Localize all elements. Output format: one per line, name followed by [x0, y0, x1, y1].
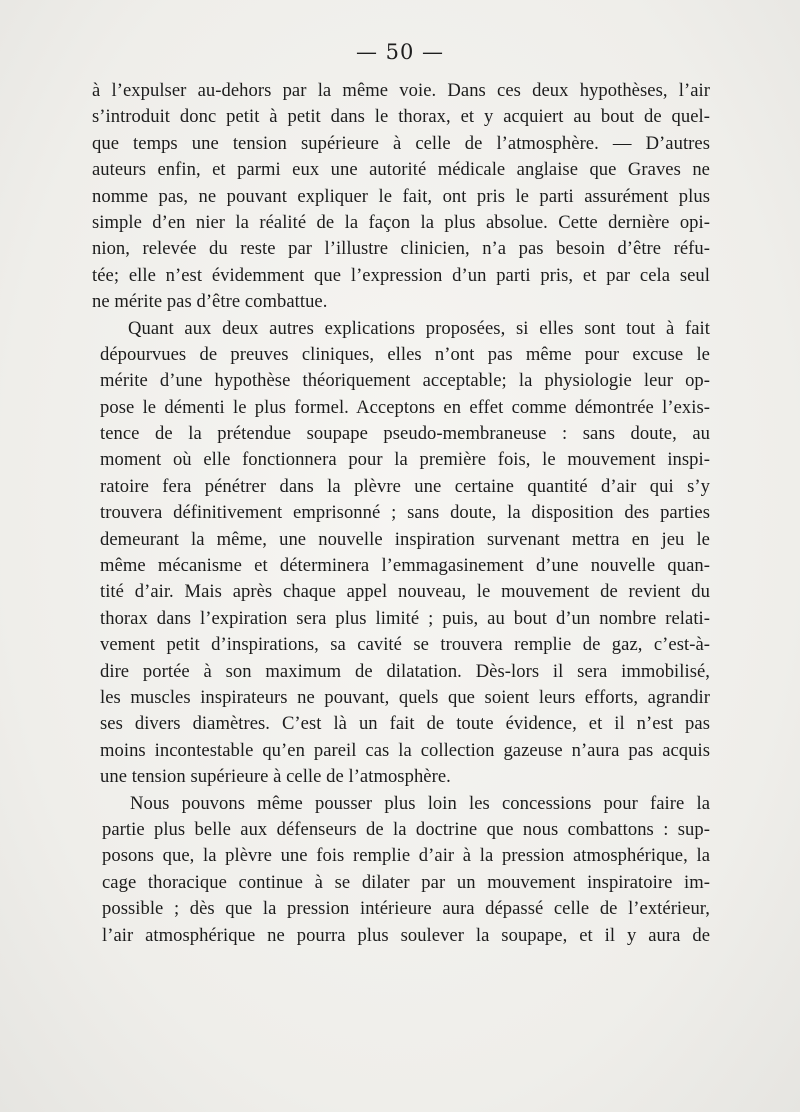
text-line: l’air atmosphérique ne pourra plus soulever la soupape, et il y aura de	[102, 924, 710, 946]
text-line: demeurant la même, une nouvelle inspiration survenant mettra en jeu le	[100, 528, 710, 550]
text-line: nomme pas, ne pouvant expliquer le fait, ont pris le parti assurément plus	[92, 185, 710, 207]
text-line: tence de la prétendue soupape pseudo-membraneuse : sans doute, au	[100, 423, 710, 445]
page-number: — 50 —	[355, 40, 445, 64]
text-line: les muscles inspirateurs ne pouvant, quels que soient leurs efforts, agrandir	[100, 686, 710, 708]
text-line: partie plus belle aux défenseurs de la doctrine que nous combattons : sup-	[102, 818, 710, 840]
text-line: thorax dans l’expiration sera plus limité ; puis, au bout d’un nombre relati-	[100, 607, 710, 629]
text-line: dire portée à son maximum de dilatation. Dès-lors il sera immobilisé,	[100, 660, 710, 682]
text-line: même mécanisme et déterminera l’emmagasinement d’une nouvelle quan-	[100, 555, 710, 577]
text-line: que temps une tension supérieure à celle de l’atmosphère. — D’autres	[92, 132, 710, 154]
text-line: Quant aux deux autres explications proposées, si elles sont tout à fait	[128, 317, 710, 339]
text-line: s’introduit donc petit à petit dans le thorax, et y acquiert au bout de quel-	[92, 106, 710, 128]
text-line: posons que, la plèvre une fois remplie d’air à la pression atmosphérique, la	[102, 845, 710, 867]
text-line: tité d’air. Mais après chaque appel nouveau, le mouvement de revient du	[100, 581, 710, 603]
paragraph-2	[100, 316, 710, 791]
text-line: ratoire fera pénétrer dans la plèvre une certaine quantité d’air qui s’y	[100, 475, 710, 497]
text-line: ne mérite pas d’être combattue.	[92, 291, 328, 313]
paragraph-3	[102, 791, 710, 949]
text-line: mérite d’une hypothèse théoriquement acceptable; la physiologie leur op-	[100, 370, 710, 392]
text-line: moment où elle fonctionnera pour la première fois, le mouvement inspi-	[100, 449, 710, 471]
text-line: tée; elle n’est évidemment que l’expression d’un parti pris, et par cela seul	[92, 264, 710, 286]
text-line: Nous pouvons même pousser plus loin les concessions pour faire la	[130, 792, 710, 814]
body-text	[92, 78, 710, 949]
text-line: à l’expulser au-dehors par la même voie. Dans ces deux hypothèses, l’air	[92, 80, 710, 101]
text-line: possible ; dès que la pression intérieure aura dépassé celle de l’extérieur,	[102, 898, 710, 920]
text-line: moins incontestable qu’en pareil cas la collection gazeuse n’aura pas acquis	[100, 739, 710, 761]
text-line: ses divers diamètres. C’est là un fait de toute évidence, et il n’est pas	[100, 713, 710, 735]
text-line: une tension supérieure à celle de l’atmosphère.	[100, 766, 451, 788]
text-line: auteurs enfin, et parmi eux une autorité médicale anglaise que Graves ne	[92, 159, 710, 181]
text-line: trouvera définitivement emprisonné ; sans doute, la disposition des parties	[100, 502, 710, 524]
text-line: dépourvues de preuves cliniques, elles n’ont pas même pour excuse le	[100, 343, 710, 365]
text-line: simple d’en nier la réalité de la façon la plus absolue. Cette dernière opi-	[92, 211, 710, 233]
text-line: cage thoracique continue à se dilater par un mouvement inspiratoire im-	[102, 871, 710, 893]
text-line: nion, relevée du reste par l’illustre clinicien, n’a pas besoin d’être réfu-	[92, 238, 710, 260]
text-line: pose le démenti le plus formel. Acceptons en effet comme démontrée l’exis-	[100, 396, 710, 418]
paragraph-1	[92, 78, 710, 316]
text-line: vement petit d’inspirations, sa cavité se trouvera remplie de gaz, c’est-à-	[100, 634, 710, 656]
